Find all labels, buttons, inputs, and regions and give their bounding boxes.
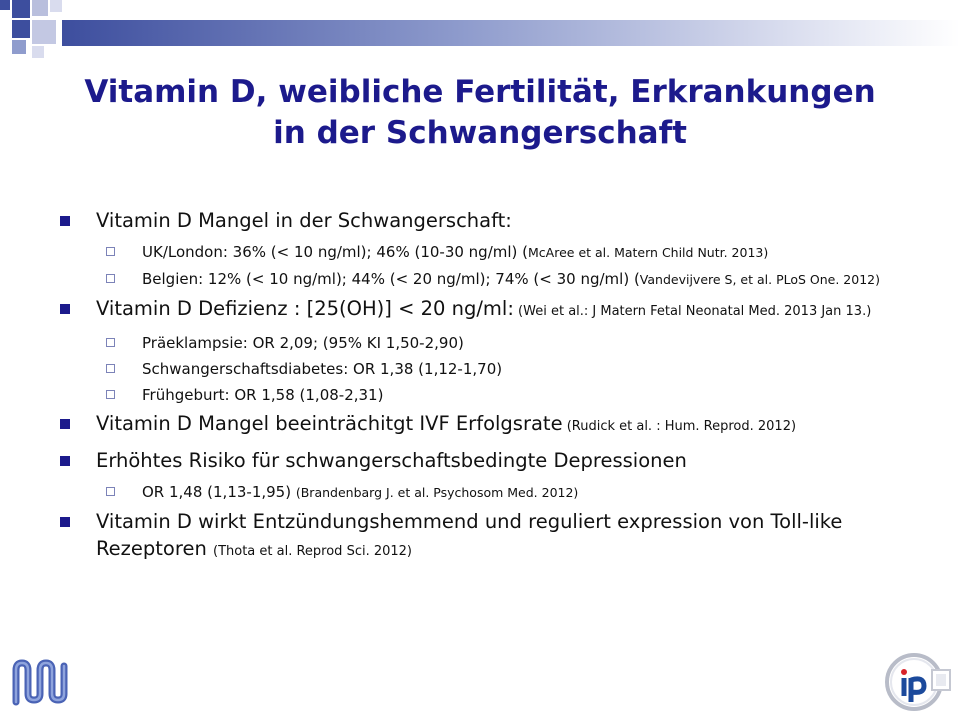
ip-logo-icon xyxy=(884,646,954,720)
bullet-list xyxy=(58,207,938,572)
square-bullet-icon xyxy=(60,517,70,527)
slide-title-line-1: Vitamin D, weibliche Fertilität, Erkrankungen xyxy=(84,74,876,110)
deco-square-6 xyxy=(32,20,56,44)
sub-bullet-item xyxy=(58,384,938,406)
sub-bullet-item xyxy=(58,268,938,291)
square-bullet-icon xyxy=(60,216,70,226)
bullet-text: Vitamin D Mangel beeinträchitgt IVF Erfolgsrate xyxy=(96,412,563,435)
sub-bullet-item xyxy=(58,481,938,504)
sub-bullet-reference: Vandevijvere S, et al. PLoS One. 2012) xyxy=(639,272,880,287)
bullet-reference: (Rudick et al. : Hum. Reprod. 2012) xyxy=(562,419,797,434)
sub-bullet-text: Schwangerschaftsdiabetes: OR 1,38 (1,12-1,70) xyxy=(142,360,503,378)
mu-logo-icon xyxy=(10,658,72,712)
bullet-text: Vitamin D Defizienz : [25(OH)] < 20 ng/ml: xyxy=(96,297,514,320)
deco-square-5 xyxy=(12,20,30,38)
hollow-square-bullet-icon xyxy=(106,338,115,347)
deco-square-8 xyxy=(12,40,26,54)
hollow-square-bullet-icon xyxy=(106,247,115,256)
bullet-item xyxy=(58,508,938,565)
bullet-reference: (Thota et al. Reprod Sci. 2012) xyxy=(213,544,412,559)
slide-title xyxy=(40,72,920,154)
sub-bullet-text: UK/London: 36% (< 10 ng/ml); 46% (10-30 ng/ml) ( xyxy=(142,243,529,261)
bullet-reference: (Wei et al.: J Matern Fetal Neonatal Med. 2013 Jan 13.) xyxy=(513,304,872,319)
bullet-text: Vitamin D Mangel in der Schwangerschaft: xyxy=(96,209,512,232)
sub-bullet-item xyxy=(58,358,938,380)
sub-bullet-text: Präeklampsie: OR 2,09; (95% KI 1,50-2,90) xyxy=(142,334,464,352)
header-gradient-bar xyxy=(62,20,960,46)
deco-square-4 xyxy=(50,0,62,12)
sub-bullet-item xyxy=(58,241,938,264)
bullet-text: Vitamin D wirkt Entzündungshemmend und reguliert expression von Toll-like Rezeptoren xyxy=(96,510,843,560)
deco-square-7 xyxy=(32,46,44,58)
bullet-item xyxy=(58,410,938,440)
bullet-text: Erhöhtes Risiko für schwangerschaftsbedingte Depressionen xyxy=(96,449,687,472)
bullet-item xyxy=(58,447,938,474)
sub-bullet-reference: (Brandenbarg J. et al. Psychosom Med. 2012) xyxy=(295,485,579,500)
bullet-item xyxy=(58,295,938,325)
hollow-square-bullet-icon xyxy=(106,390,115,399)
square-bullet-icon xyxy=(60,456,70,466)
sub-bullet-item xyxy=(58,332,938,354)
sub-bullet-text: Frühgeburt: OR 1,58 (1,08-2,31) xyxy=(142,386,384,404)
bullet-item xyxy=(58,207,938,234)
sub-bullet-text: Belgien: 12% (< 10 ng/ml); 44% (< 20 ng/ml); 74% (< 30 ng/ml) ( xyxy=(142,270,640,288)
deco-square-2 xyxy=(12,0,30,18)
hollow-square-bullet-icon xyxy=(106,487,115,496)
hollow-square-bullet-icon xyxy=(106,274,115,283)
hollow-square-bullet-icon xyxy=(106,364,115,373)
square-bullet-icon xyxy=(60,419,70,429)
deco-square-3 xyxy=(32,0,48,16)
square-bullet-icon xyxy=(60,304,70,314)
sub-bullet-text: OR 1,48 (1,13-1,95) xyxy=(142,483,296,501)
sub-bullet-reference: McAree et al. Matern Child Nutr. 2013) xyxy=(528,245,769,260)
deco-square-1 xyxy=(0,0,10,10)
slide-title-line-2: in der Schwangerschaft xyxy=(273,115,687,151)
